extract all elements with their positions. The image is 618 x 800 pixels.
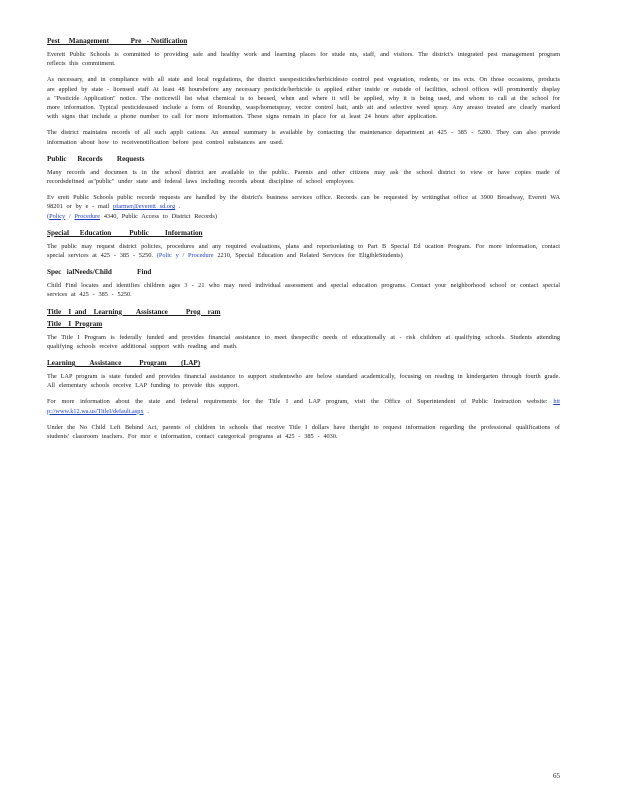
title1-paragraph: The Title I Program is federally funded and provides financial assistance to meet thespecific needs of educationally at - risk children at qualifying schools. Students attending qualifying schools receive additional support with reading and math. <box>47 333 560 350</box>
lap-paragraph-1: The LAP program is state funded and provides financial assistance to support studentswho are below standard academically, focusing on reading in kindergarten through fourth grade. All elementary schools receive LAP funding to provide this support. <box>47 373 560 390</box>
child-find-heading: Spec ialNeeds/Child Find <box>47 268 152 277</box>
records-paragraph-2-tail: 4340, Public Access to District Records) <box>103 212 217 220</box>
lap-paragraph-3: Under the No Child Left Behind Act, parents of children in schools that receive Title I dollars have theright to request information regarding the professional qualifications of students' classroom teachers. For mor e information, contact categorical programs at 425 - 385 - 4030. <box>47 423 560 441</box>
page-number: 65 <box>553 772 560 780</box>
pest-heading: Pest Management Pre - Notification <box>47 37 188 45</box>
records-policy-link[interactable]: Policy <box>49 212 66 220</box>
records-paragraph-2-text: Ev erett Public Schools public records requests are handled by the district's business services office. Records can be requested by writingthat office at 3900 Broadway, Everett WA 98201 or by e - mail <box>47 194 560 211</box>
pest-paragraph-1: Everett Public Schools is committed to providing safe and healthy work and learning places for stude nts, staff, and visitors. The district's integrated pest management program reflects this commitment. <box>47 51 560 68</box>
records-paragraph-1: Many records and documen ts in the school district are available to the public. Parents and other citizens may ask the school district to view or have copies made of recordsdefined as"public" under state and federal laws including records about discipline of school employees. <box>47 168 560 186</box>
title1-subheading: Title I Program <box>47 319 103 328</box>
special-ed-heading: Special Education Public Information <box>47 228 203 237</box>
ospi-url-link[interactable]: htt p://www.k12.wa.us/TitleI/default.aspx <box>47 398 560 415</box>
lap-paragraph-2-text: For more information about the state and federal requirements for the Title I and LAP program, visit the Office of Superintendent of Public Instruction website: <box>47 398 548 406</box>
records-heading: Public Records Requests <box>47 154 145 163</box>
special-ed-paragraph-text: The public may request district policies, procedures and any required evaluations, plans and reportsrelating to Part B Special Ed ucation Program. For more information, contact special services at 425 - 385 - 5250. <box>47 242 560 260</box>
special-ed-policy-link[interactable]: (Polic y / Procedure <box>156 252 214 260</box>
child-find-paragraph: Child Find locates and identifies children ages 3 - 21 who may need individual assessment and special education programs. Contact your neighborhood school or contact special services at 425 - 385 - 5250. <box>47 282 560 299</box>
pest-paragraph-3: The district maintains records of all such appli cations. An annual summary is available by contacting the maintenance department at 425 - 385 - 5200. They can also provide information about how to receivenotification before pest control substances are used. <box>47 129 560 146</box>
records-email-link[interactable]: pfarmer@everett sd.org <box>113 203 176 211</box>
title1-heading: Title I and Learning Assistance Prog ram <box>47 307 221 316</box>
special-ed-paragraph <box>47 242 560 260</box>
pest-paragraph-2: As necessary, and in compliance with all state and local regulations, the district usespesticides/herbicidesto control pest vegetation, rodents, or ins ects. On those occasions, products are applied by state - licensed staff At least 48 hoursbefore any necessary pesticide/herbicide is applied either inside or outside of facilities, school offices will prominently display a "Pesticide Application" notice. The noticewill list what chemical is to beused, when and where it will be applied, why it is being used, and whom to call at the school for more information. Typical pesticidesused include a form of Roundup, wasp/hornetspray, vector control bait, antb ait and selective weed spray. Any areaso treated are clearly marked with signs that include a phone number to call for more information. These signs remain in place for at least 24 hours after application. <box>47 76 560 121</box>
records-paragraph-2: Ev erett Public Schools public records requests are handled by the district's business services office. Records can be requested by writingthat office at 3900 Broadway, Everett WA 98201 or by e - mail pfarmer@everett sd.org . (Policy / Procedure 4340, Public Access to District Records) <box>47 194 560 220</box>
records-procedure-link[interactable]: Procedure <box>74 212 101 220</box>
lap-heading: Learning Assistance Program (LAP) <box>47 359 201 368</box>
special-ed-paragraph-tail: 2210, Special Education and Related Services for EligibleStudents) <box>217 252 403 260</box>
lap-paragraph-2: For more information about the state and federal requirements for the Title I and LAP program, visit the Office of Superintendent of Public Instruction website: htt p://www.k12.wa.us/TitleI/default.aspx . <box>47 398 560 415</box>
